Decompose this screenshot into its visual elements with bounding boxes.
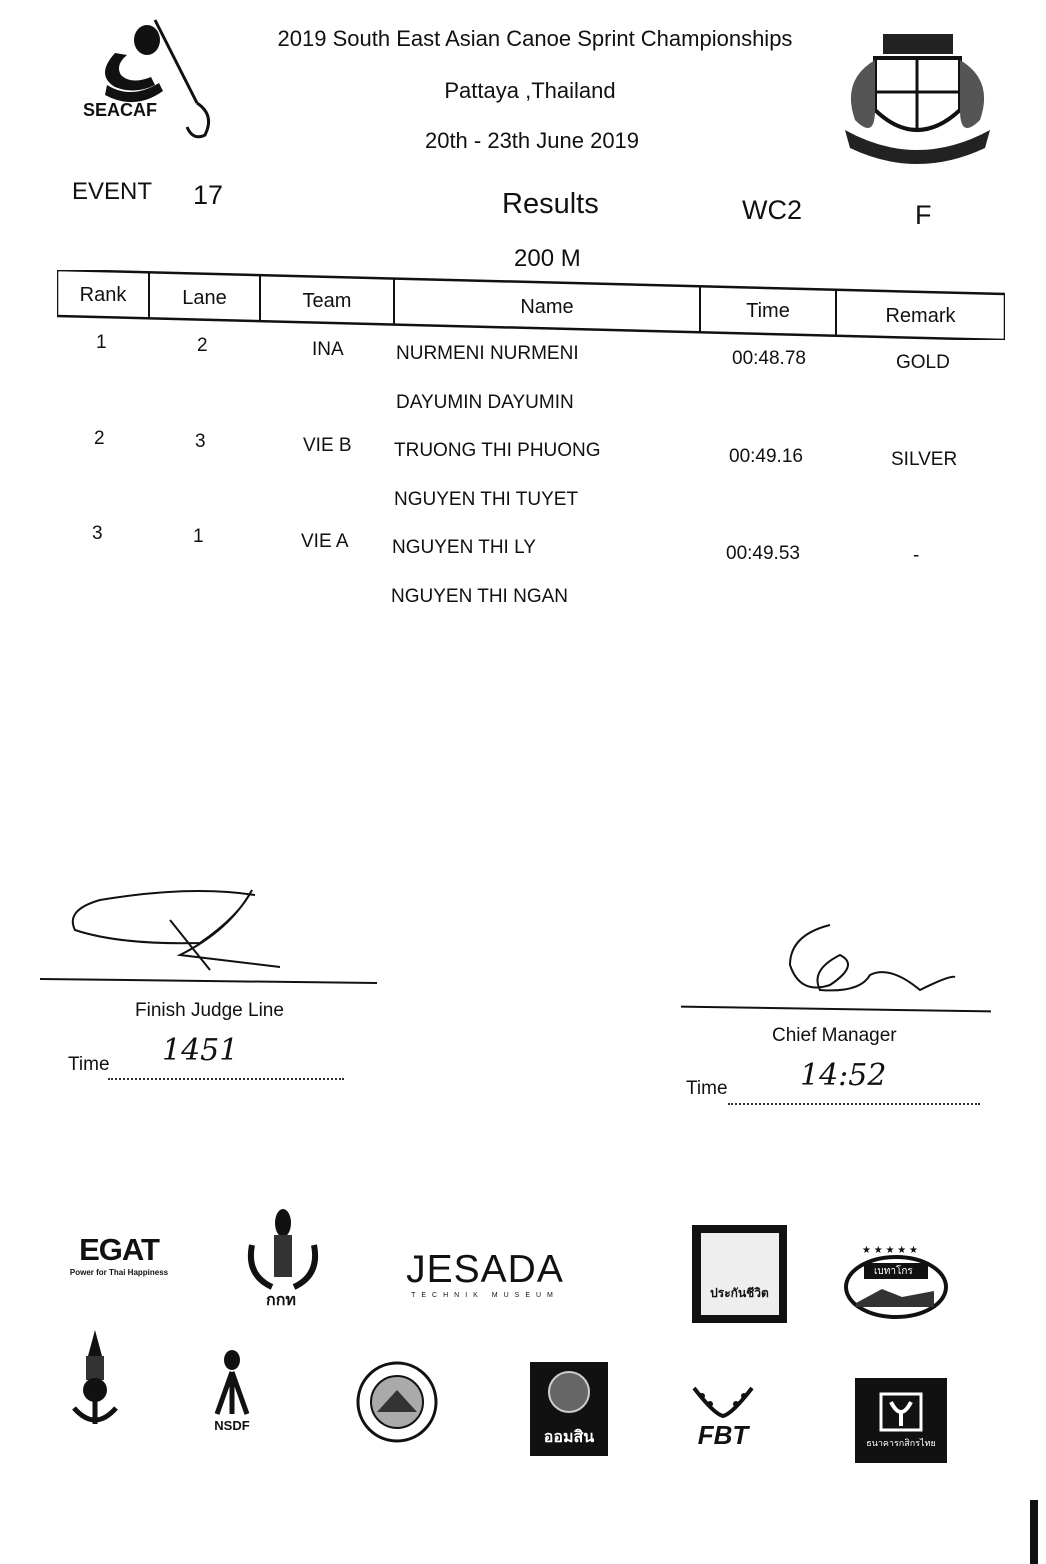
gsb-seal-icon	[544, 1367, 594, 1417]
chief-manager-signature	[780, 915, 980, 1010]
event-label: EVENT	[72, 178, 153, 205]
page-edge-shadow	[1030, 1500, 1038, 1564]
athlete-name: TRUONG THI PHUONG	[394, 440, 601, 461]
lane-cell: 2	[197, 335, 208, 356]
farm-logo	[842, 1245, 950, 1325]
signature-scribble-icon	[780, 915, 980, 1010]
fbt-logo	[682, 1382, 764, 1452]
navy-emblem	[68, 1328, 123, 1433]
column-header-team: Team	[302, 290, 352, 312]
athlete-name: DAYUMIN DAYUMIN	[396, 392, 574, 413]
rank-cell: 1	[96, 332, 107, 353]
column-header-remark: Remark	[885, 305, 956, 327]
svg-text:กกท: กกท	[266, 1290, 296, 1309]
remark-cell: SILVER	[891, 449, 958, 470]
column-header-lane: Lane	[182, 287, 227, 309]
rank-cell: 2	[94, 428, 105, 449]
torch-icon	[207, 1348, 257, 1418]
remark-cell: -	[913, 545, 920, 566]
championship-dates: 20th - 23th June 2019	[424, 128, 640, 153]
seacaf-logo-text: SEACAF	[83, 100, 158, 120]
kasikorn-bank-logo	[855, 1378, 947, 1463]
chief-manager-time-label: Time	[686, 1078, 728, 1099]
results-heading: Results	[502, 188, 599, 220]
time-cell: 00:49.53	[726, 543, 800, 564]
svg-text:★ ★ ★ ★ ★: ★ ★ ★ ★ ★	[862, 1245, 918, 1256]
egat-logo	[60, 1225, 178, 1283]
time-cell: 00:48.78	[732, 348, 806, 369]
column-header-rank: Rank	[79, 284, 127, 306]
fbt-logo-text: FBT	[697, 1419, 749, 1450]
column-header-time: Time	[746, 300, 790, 322]
kbank-leaf-icon	[879, 1392, 923, 1432]
results-table-header	[57, 270, 1005, 340]
egat-tagline: Power for Thai Happiness	[69, 1267, 169, 1277]
team-cell: VIE B	[303, 435, 352, 456]
crest-logo	[835, 30, 1000, 170]
insurance-logo-text: ประกันชีวิต	[710, 1286, 769, 1300]
nsdf-logo-text: NSDF	[214, 1418, 250, 1433]
anchor-emblem-icon	[68, 1328, 123, 1433]
team-cell: VIE A	[301, 531, 349, 552]
finish-judge-signature	[40, 875, 380, 970]
insurance-logo-inner	[701, 1233, 779, 1315]
egat-logo-text: EGAT	[79, 1231, 159, 1267]
kasikorn-logo-text: ธนาคารกสิกรไทย	[866, 1437, 936, 1448]
lane-cell: 3	[195, 431, 206, 452]
athlete-name: NGUYEN THI NGAN	[391, 586, 569, 607]
finish-judge-role: Finish Judge Line	[135, 1000, 284, 1021]
rank-cell: 3	[92, 523, 103, 544]
championship-location: Pattaya ,Thailand	[444, 78, 616, 103]
seal-icon	[355, 1360, 440, 1445]
event-class: WC2	[742, 195, 802, 225]
time-cell: 00:49.16	[729, 446, 803, 467]
chief-manager-time-value: 14:52	[800, 1058, 887, 1093]
seacaf-logo	[75, 15, 235, 140]
lane-cell: 1	[193, 526, 204, 547]
jesada-logo	[400, 1243, 570, 1303]
event-number: 17	[193, 180, 224, 210]
insurance-logo	[692, 1225, 787, 1323]
athlete-name: NURMENI NURMENI	[396, 343, 579, 364]
nsdf-logo	[196, 1338, 268, 1443]
event-distance: 200 M	[514, 245, 581, 272]
event-stage: F	[915, 200, 932, 230]
chief-manager-role: Chief Manager	[772, 1025, 897, 1046]
championship-title: 2019 South East Asian Canoe Sprint Championships	[277, 26, 793, 51]
port-authority-seal	[355, 1360, 440, 1445]
athlete-name: NGUYEN THI LY	[392, 537, 536, 558]
finish-judge-time-label: Time	[68, 1054, 110, 1075]
crest-icon	[835, 30, 1000, 170]
signature-scribble-icon	[40, 875, 380, 975]
gsb-logo	[530, 1362, 608, 1456]
remark-cell: GOLD	[896, 352, 950, 373]
sports-authority-emblem	[242, 1205, 324, 1310]
athlete-name: NGUYEN THI TUYET	[394, 489, 579, 510]
column-header-name: Name	[520, 296, 574, 318]
jesada-logo-text: JESADA	[406, 1247, 564, 1291]
team-cell: INA	[312, 339, 344, 360]
finish-judge-time-value: 1451	[162, 1033, 239, 1068]
canoeist-icon	[75, 15, 235, 140]
laurel-icon	[684, 1384, 762, 1420]
emblem-icon	[242, 1205, 324, 1310]
gsb-logo-text: ออมสิน	[543, 1429, 595, 1446]
jesada-logo-sub: TECHNIK MUSEUM	[411, 1291, 559, 1299]
farm-badge-icon	[842, 1245, 950, 1325]
finish-judge-line-rule	[40, 978, 377, 984]
farm-logo-text: เบทาโกร	[874, 1266, 913, 1277]
